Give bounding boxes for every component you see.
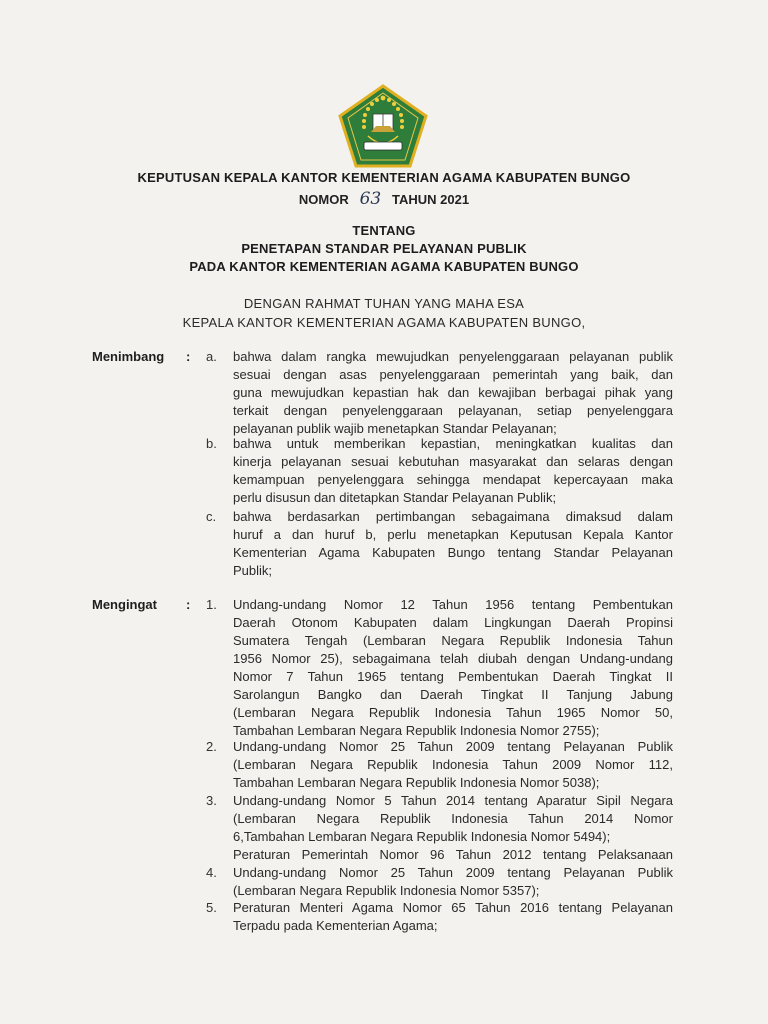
text-line: Undang-undang Nomor 25 Tahun 2009 tentang Pelayanan Publik: [233, 865, 673, 880]
item-mark: c.: [206, 509, 217, 524]
text-line: Undang-undang Nomor 5 Tahun 2014 tentang Aparatur Sipil Negara: [233, 793, 673, 808]
item-mark: 5.: [206, 900, 217, 915]
text-line: Tambahan Lembaran Negara Republik Indonesia Nomor 5038);: [233, 775, 600, 790]
item-mark: 3.: [206, 793, 217, 808]
nomor-prefix: NOMOR: [298, 192, 349, 207]
text-line: kemampuan penyelenggara sehingga mendapat kepercayaan maka: [233, 472, 673, 487]
text-line: (Lembaran Negara Republik Indonesia Nomor 5357);: [233, 883, 540, 898]
document-title: KEPUTUSAN KEPALA KANTOR KEMENTERIAN AGAMA KABUPATEN BUNGO: [137, 170, 631, 185]
text-line: 1956 Nomor 25), sebagaimana telah diubah dengan Undang-undang: [233, 651, 673, 666]
text-line: Undang-undang Nomor 12 Tahun 1956 tentang Pembentukan: [233, 597, 673, 612]
item-mark: 1.: [206, 597, 217, 612]
menimbang-colon: :: [186, 349, 191, 364]
text-line: (Lembaran Negara Republik Indonesia Tahun 2014 Nomor: [233, 811, 673, 826]
mengingat-item-5: [233, 899, 673, 935]
subject-line-2: PADA KANTOR KEMENTERIAN AGAMA KABUPATEN BUNGO: [189, 259, 579, 274]
text-line: guna mewujudkan kepastian hak dan kewajiban berbagai pihak yang: [233, 385, 673, 400]
text-line: (Lembaran Negara Republik Indonesia Tahun 1965 Nomor 50,: [233, 705, 673, 720]
item-mark: 2.: [206, 739, 217, 754]
tentang-heading: TENTANG: [352, 223, 416, 238]
text-line: Peraturan Menteri Agama Nomor 65 Tahun 2016 tentang Pelayanan: [233, 900, 673, 915]
item-mark: a.: [206, 349, 217, 364]
text-line: Tambahan Lembaran Negara Republik Indonesia Nomor 2755);: [233, 723, 600, 738]
text-line: Publik;: [233, 563, 273, 578]
mengingat-item-1: [233, 596, 673, 740]
text-line: pelayanan publik wajib menetapkan Standar Pelayanan;: [233, 421, 557, 436]
menimbang-item-a: [233, 348, 673, 438]
item-mark: b.: [206, 436, 217, 451]
mengingat-label: Mengingat: [92, 597, 157, 612]
text-line: bahwa berdasarkan pertimbangan sebagaimana dimaksud dalam: [233, 509, 673, 524]
text-line: Nomor 7 Tahun 1965 tentang Pembentukan Daerah Tingkat II: [233, 669, 673, 684]
menimbang-label: Menimbang: [92, 349, 165, 364]
text-line: Daerah Otonom Kabupaten dalam Lingkungan Daerah Propinsi: [233, 615, 673, 630]
text-line: terkait dengan penyelenggaraan pelayanan, setiap penyelenggara: [233, 403, 673, 418]
mengingat-item-3: [233, 792, 673, 864]
text-line: Kementerian Agama Kabupaten Bungo tentang Standar Pelayanan: [233, 545, 673, 560]
text-line: bahwa untuk memberikan kepastian, meningkatkan kualitas dan: [233, 436, 673, 451]
document-number: [0, 189, 768, 209]
opening-line-2: KEPALA KANTOR KEMENTERIAN AGAMA KABUPATEN BUNGO,: [182, 315, 586, 330]
text-line: sesuai dengan asas penyelenggaraan pemerintah yang baik, dan: [233, 367, 673, 382]
text-line: Peraturan Pemerintah Nomor 96 Tahun 2012 tentang Pelaksanaan: [233, 847, 673, 862]
text-line: Sarolangun Bangko dan Daerah Tingkat II Tanjung Jabung: [233, 687, 673, 702]
menimbang-item-b: [233, 435, 673, 507]
text-line: 6,Tambahan Lembaran Negara Republik Indonesia Nomor 5494);: [233, 829, 611, 844]
subject-line-1: PENETAPAN STANDAR PELAYANAN PUBLIK: [241, 241, 527, 256]
mengingat-item-4: [233, 864, 673, 900]
emblem-icon: [338, 84, 428, 168]
menimbang-item-c: [233, 508, 673, 580]
text-line: Terpadu pada Kementerian Agama;: [233, 918, 438, 933]
handwritten-number: 63: [359, 189, 382, 209]
text-line: kinerja pelayanan sesuai kebutuhan masyarakat dan selaras dengan: [233, 454, 673, 469]
opening-line-1: DENGAN RAHMAT TUHAN YANG MAHA ESA: [243, 296, 525, 311]
text-line: huruf a dan huruf b, perlu menetapkan Keputusan Kepala Kantor: [233, 527, 673, 542]
mengingat-item-2: [233, 738, 673, 792]
item-mark: 4.: [206, 865, 217, 880]
text-line: perlu disusun dan ditetapkan Standar Pelayanan Publik;: [233, 490, 557, 505]
text-line: bahwa dalam rangka mewujudkan penyelenggaraan pelayanan publik: [233, 349, 673, 364]
text-line: Undang-undang Nomor 25 Tahun 2009 tentang Pelayanan Publik: [233, 739, 673, 754]
mengingat-colon: :: [186, 597, 191, 612]
nomor-year: TAHUN 2021: [392, 192, 470, 207]
text-line: Sumatera Tengah (Lembaran Negara Republik Indonesia Tahun: [233, 633, 673, 648]
text-line: (Lembaran Negara Republik Indonesia Tahun 2009 Nomor 112,: [233, 757, 673, 772]
